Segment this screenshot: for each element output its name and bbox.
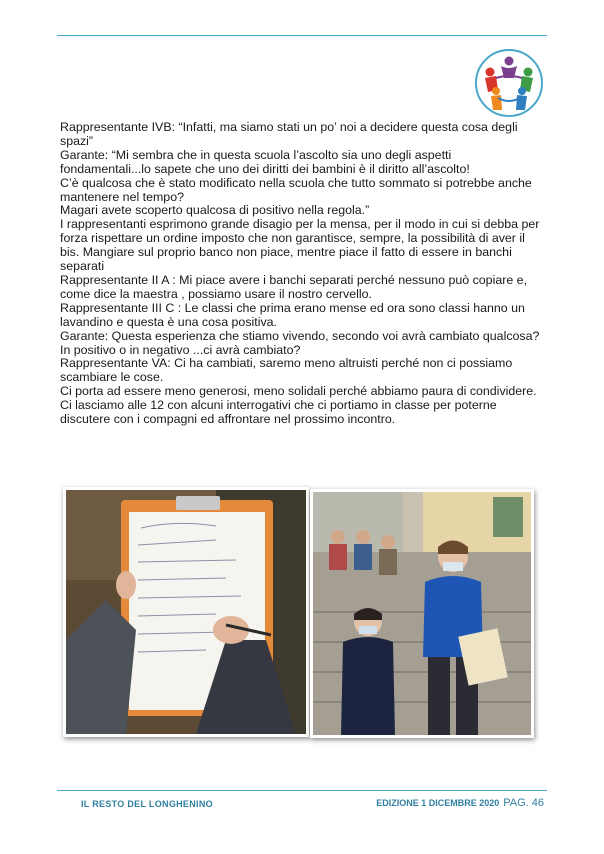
- paragraph: In positivo o in negativo ...ci avrà cambiato?: [60, 342, 301, 357]
- photo-clipboard-writing: [63, 487, 309, 737]
- paragraph: Ci lasciamo alle 12 con alcuni interrogativi che ci portiamo in classe per poterne discutere con i compagni ed affrontare nel prossimo incontro.: [60, 398, 497, 427]
- paragraph: Garante: Questa esperienza che stiamo vivendo, secondo voi avrà cambiato qualcosa?: [60, 328, 540, 343]
- paragraph: Rappresentante IVB: “Infatti, ma siamo stati un po’ noi a decidere questa cosa degli spazi”: [60, 120, 518, 148]
- page-number: PAG. 46: [503, 797, 544, 809]
- footer-publication-name: IL RESTO DEL LONGHENINO: [81, 799, 213, 809]
- photo-children-steps: [310, 489, 534, 738]
- paragraph: I rappresentanti esprimono grande disagio per la mensa, per il modo in cui si debba per forza rispettare un ordine imposto che non garantisce, sempre, la possibilità di aver il bis. Mangiare sul proprio banco non piace, mentre piace il fatto di essere in banchi separati: [60, 217, 540, 274]
- footer-edition-date: EDIZIONE 1 DICEMBRE 2020: [376, 798, 500, 808]
- paragraph: Rappresentante III C : Le classi che prima erano mense ed ora sono classi hanno un lavandino e questa è una cosa positiva.: [60, 300, 525, 329]
- article-body: [60, 121, 544, 427]
- paragraph: Ci porta ad essere meno generosi, meno solidali perché abbiamo paura di condividere.: [60, 384, 537, 399]
- paragraph: Garante: “Mi sembra che in questa scuola l’ascolto sia uno degli aspetti fondamentali...lo sapete che uno dei diritti dei bambini è il diritto all’ascolto!: [60, 147, 470, 176]
- footer-edition: [376, 797, 544, 809]
- children-circle-logo: [474, 48, 544, 118]
- header-rule: [57, 35, 547, 36]
- paragraph: Rappresentante VA: Ci ha cambiati, saremo meno altruisti perché non ci possiamo scambiare le cose.: [60, 356, 513, 385]
- paragraph: C’è qualcosa che è stato modificato nella scuola che tutto sommato si potrebbe anche mantenere nel tempo?: [60, 175, 532, 204]
- footer-rule: [57, 790, 547, 791]
- paragraph: Rappresentante II A : Mi piace avere i banchi separati perché nessuno può copiare e, come dice la maestra , possiamo usare il nostro cervello.: [60, 272, 528, 301]
- paragraph: Magari avete scoperto qualcosa di positivo nella regola.”: [60, 203, 370, 218]
